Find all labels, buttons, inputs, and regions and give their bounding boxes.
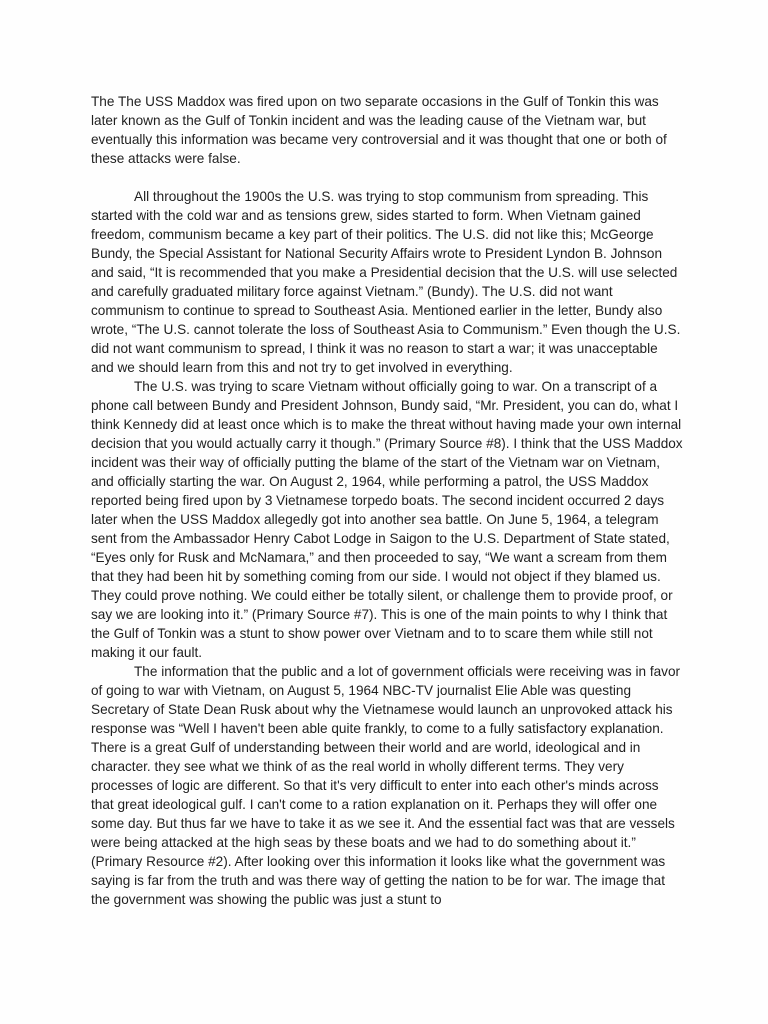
paragraph-scare-vietnam: The U.S. was trying to scare Vietnam without officially going to war. On a transcript of a phone call between Bundy and President Johnson, Bundy said, “Mr. President, you can do, what I think Kennedy did at least once which is to make the threat without having made your own internal decision that you would actually carry it though.” (Primary Source #8). I think that the USS Maddox incident was their way of officially putting the blame of the start of the Vietnam war on Vietnam, and officially starting the war. On August 2, 1964, while performing a patrol, the USS Maddox reported being fired upon by 3 Vietnamese torpedo boats. The second incident occurred 2 days later when the USS Maddox allegedly got into another sea battle. On June 5, 1964, a telegram sent from the Ambassador Henry Cabot Lodge in Saigon to the U.S. Department of State stated, “Eyes only for Rusk and McNamara,” and then proceeded to say, “We want a scream from them that they had been hit by something coming from our side. I would not object if they blamed us. They could prove nothing. We could either be totally silent, or challenge them to provide proof, or say we are looking into it.” (Primary Source #7). This is one of the main points to why I think that the Gulf of Tonkin was a stunt to show power over Vietnam and to to scare them while still not making it our fault. [91,379,683,660]
document-body [91,92,683,909]
paragraph-public-information: The information that the public and a lot of government officials were receiving was in favor of going to war with Vietnam, on August 5, 1964 NBC-TV journalist Elie Able was questing Secretary of State Dean Rusk about why the Vietnamese would launch an unprovoked attack his response was “Well I haven't been able quite frankly, to come to a fully satisfactory explanation. There is a great Gulf of understanding between their world and are world, ideological and in character. they see what we think of as the real world in wholly different terms. They very processes of logic are different. So that it's very difficult to enter into each other's minds across that great ideological gulf. I can't come to a ration explanation on it. Perhaps they will offer one some day. But thus far we have to take it as we see it. And the essential fact was that are vessels were being attacked at the high seas by these boats and we had to do something about it.” (Primary Resource #2). After looking over this information it looks like what the government was saying is far from the truth and was there way of getting the nation to be for war. The image that the government was showing the public was just a stunt to [91,664,681,907]
paragraph-intro: The The USS Maddox was fired upon on two separate occasions in the Gulf of Tonkin this was later known as the Gulf of Tonkin incident and was the leading cause of the Vietnam war, but eventually this information was became very controversial and it was thought that one or both of these attacks were false. [91,94,667,166]
paragraph-communism: All throughout the 1900s the U.S. was trying to stop communism from spreading. This started with the cold war and as tensions grew, sides started to form. When Vietnam gained freedom, communism became a key part of their politics. The U.S. did not like this; McGeorge Bundy, the Special Assistant for National Security Affairs wrote to President Lyndon B. Johnson and said, “It is recommended that you make a Presidential decision that the U.S. will use selected and carefully graduated military force against Vietnam.” (Bundy). The U.S. did not want communism to continue to spread to Southeast Asia. Mentioned earlier in the letter, Bundy also wrote, “The U.S. cannot tolerate the loss of Southeast Asia to Communism.” Even though the U.S. did not want communism to spread, I think it was no reason to start a war; it was unacceptable and we should learn from this and not try to get involved in everything. [91,189,681,375]
